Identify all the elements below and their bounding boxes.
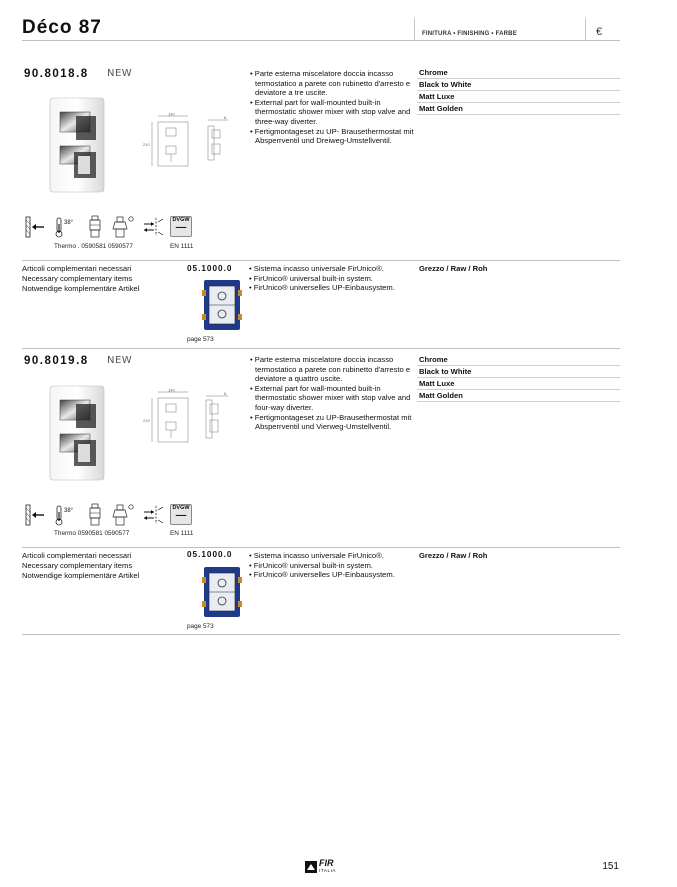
norm-label: EN 1111 bbox=[170, 243, 194, 250]
finish-divider bbox=[417, 114, 620, 115]
finish-chrome: Chrome bbox=[419, 68, 448, 77]
product-code: 90.8019.8 bbox=[24, 355, 89, 367]
currency-header: € bbox=[596, 26, 603, 38]
page-number: 151 bbox=[602, 861, 619, 872]
finish-column-header: FINITURA • FINISHING • FARBE bbox=[422, 31, 517, 37]
header-rule bbox=[22, 40, 620, 41]
product-description bbox=[249, 355, 415, 432]
new-badge: NEW bbox=[107, 68, 133, 79]
builtin-box-image bbox=[202, 278, 242, 332]
dvgw-label: DVGW bbox=[172, 505, 190, 511]
complementary-label-it: Articoli complementari necessari bbox=[22, 264, 132, 273]
cartridge-icon bbox=[86, 215, 104, 239]
description-en: • External part for wall-mounted built-in thermostatic shower mixer with stop valve and four-way diverter. bbox=[250, 383, 411, 412]
complementary-code: 05.1000.0 bbox=[187, 264, 233, 273]
complementary-description-en: • FirUnico® universal built-in system. bbox=[249, 273, 373, 283]
finish-black-to-white: Black to White bbox=[419, 80, 472, 89]
norm-label: EN 1111 bbox=[170, 530, 194, 537]
page-reference[interactable]: page 573 bbox=[187, 623, 214, 630]
complementary-description bbox=[249, 551, 415, 580]
complementary-description bbox=[249, 264, 415, 293]
product-image bbox=[48, 384, 106, 482]
finish-divider bbox=[417, 90, 620, 91]
dim-height-label: 210 bbox=[143, 418, 150, 423]
complementary-label-de: Notwendige komplementäre Artikel bbox=[22, 571, 140, 580]
diverter-icon bbox=[142, 504, 164, 526]
complementary-description-it: • Sistema incasso universale FirUnico®. bbox=[249, 264, 384, 273]
product-image bbox=[48, 96, 106, 194]
header-divider bbox=[585, 18, 586, 40]
complementary-label-de: Notwendige komplementäre Artikel bbox=[22, 284, 140, 293]
finish-matt-golden: Matt Golden bbox=[419, 104, 463, 113]
description-de: • Fertigmontageset zu UP- Brausethermostat mit Absperrventil und Dreiweg-Umstellventil. bbox=[250, 126, 414, 146]
thermo-label: Thermo . 0590581 0590577 bbox=[54, 243, 133, 250]
complementary-description-en: • FirUnico® universal built-in system. bbox=[249, 560, 373, 570]
new-badge: NEW bbox=[107, 355, 133, 366]
valve-icon bbox=[112, 215, 136, 239]
header-divider bbox=[414, 18, 415, 40]
section-rule bbox=[22, 547, 620, 548]
brand-subtitle: ITALIA bbox=[319, 868, 337, 873]
technical-drawing bbox=[142, 112, 232, 174]
finish-divider bbox=[417, 377, 620, 378]
finish-divider bbox=[417, 389, 620, 390]
complementary-label-it: Articoli complementari necessari bbox=[22, 551, 132, 560]
dim-width-label: 140 bbox=[168, 388, 175, 393]
fir-logo-icon bbox=[305, 861, 317, 873]
temperature-label: 38° bbox=[64, 220, 74, 226]
dim-depth-label: 8 bbox=[224, 391, 227, 396]
dvgw-icon: DVGW ▬▬▬ bbox=[170, 504, 192, 525]
finish-matt-luxe: Matt Luxe bbox=[419, 92, 455, 101]
dvgw-icon: DVGW ▬▬▬ bbox=[170, 216, 192, 237]
page-title: Déco 87 bbox=[22, 17, 102, 38]
finish-matt-luxe: Matt Luxe bbox=[419, 379, 455, 388]
complementary-finish: Grezzo / Raw / Roh bbox=[419, 264, 488, 273]
finish-divider bbox=[417, 365, 620, 366]
dim-height-label: 210 bbox=[143, 142, 150, 147]
page-reference[interactable]: page 573 bbox=[187, 336, 214, 343]
complementary-code: 05.1000.0 bbox=[187, 550, 233, 559]
builtin-box-image bbox=[202, 565, 242, 619]
wall-mount-icon bbox=[24, 216, 46, 238]
description-en: • External part for wall-mounted built-in thermostatic shower mixer with stop valve and three-way diverter. bbox=[250, 97, 411, 126]
complementary-description-de: • FirUnico® universelles UP-Einbausystem. bbox=[249, 570, 395, 580]
dim-width-label: 140 bbox=[168, 112, 175, 117]
complementary-labels bbox=[22, 551, 139, 581]
section-rule bbox=[22, 260, 620, 261]
cartridge-icon bbox=[86, 503, 104, 527]
thermo-label: Thermo 0590581 0590577 bbox=[54, 530, 130, 537]
complementary-label-en: Necessary complementary items bbox=[22, 274, 133, 283]
product-code: 90.8018.8 bbox=[24, 68, 89, 80]
finish-divider bbox=[417, 78, 620, 79]
finish-divider bbox=[417, 401, 620, 402]
complementary-description-de: • FirUnico® universelles UP-Einbausystem. bbox=[249, 283, 395, 293]
complementary-finish: Grezzo / Raw / Roh bbox=[419, 551, 488, 560]
dim-depth-label: 8 bbox=[224, 115, 227, 120]
thermometer-icon bbox=[54, 216, 78, 238]
complementary-labels bbox=[22, 264, 139, 294]
finish-chrome: Chrome bbox=[419, 355, 448, 364]
complementary-description-it: • Sistema incasso universale FirUnico®. bbox=[249, 551, 384, 560]
brand-logo bbox=[305, 860, 336, 874]
brand-name: FIR bbox=[319, 858, 334, 868]
wall-mount-icon bbox=[24, 504, 46, 526]
finish-matt-golden: Matt Golden bbox=[419, 391, 463, 400]
description-it: • Parte esterna miscelatore doccia incasso termostatico a parete con rubinetto d'arresto e deviatore a quattro uscite. bbox=[250, 355, 411, 384]
section-rule bbox=[22, 348, 620, 349]
technical-drawing bbox=[142, 388, 232, 450]
finish-divider bbox=[417, 102, 620, 103]
diverter-icon bbox=[142, 216, 164, 238]
temperature-label: 38° bbox=[64, 508, 74, 514]
description-de: • Fertigmontageset zu UP-Brausethermostat mit Absperrventil und Vierweg-Umstellventil. bbox=[250, 412, 412, 432]
valve-icon bbox=[112, 503, 136, 527]
description-it: • Parte esterna miscelatore doccia incasso termostatico a parete con rubinetto d'arresto e deviatore a tre uscite. bbox=[250, 69, 411, 98]
complementary-label-en: Necessary complementary items bbox=[22, 561, 133, 570]
thermometer-icon bbox=[54, 504, 78, 526]
finish-black-to-white: Black to White bbox=[419, 367, 472, 376]
product-description bbox=[249, 69, 415, 146]
dvgw-label: DVGW bbox=[172, 217, 190, 223]
section-rule bbox=[22, 634, 620, 635]
